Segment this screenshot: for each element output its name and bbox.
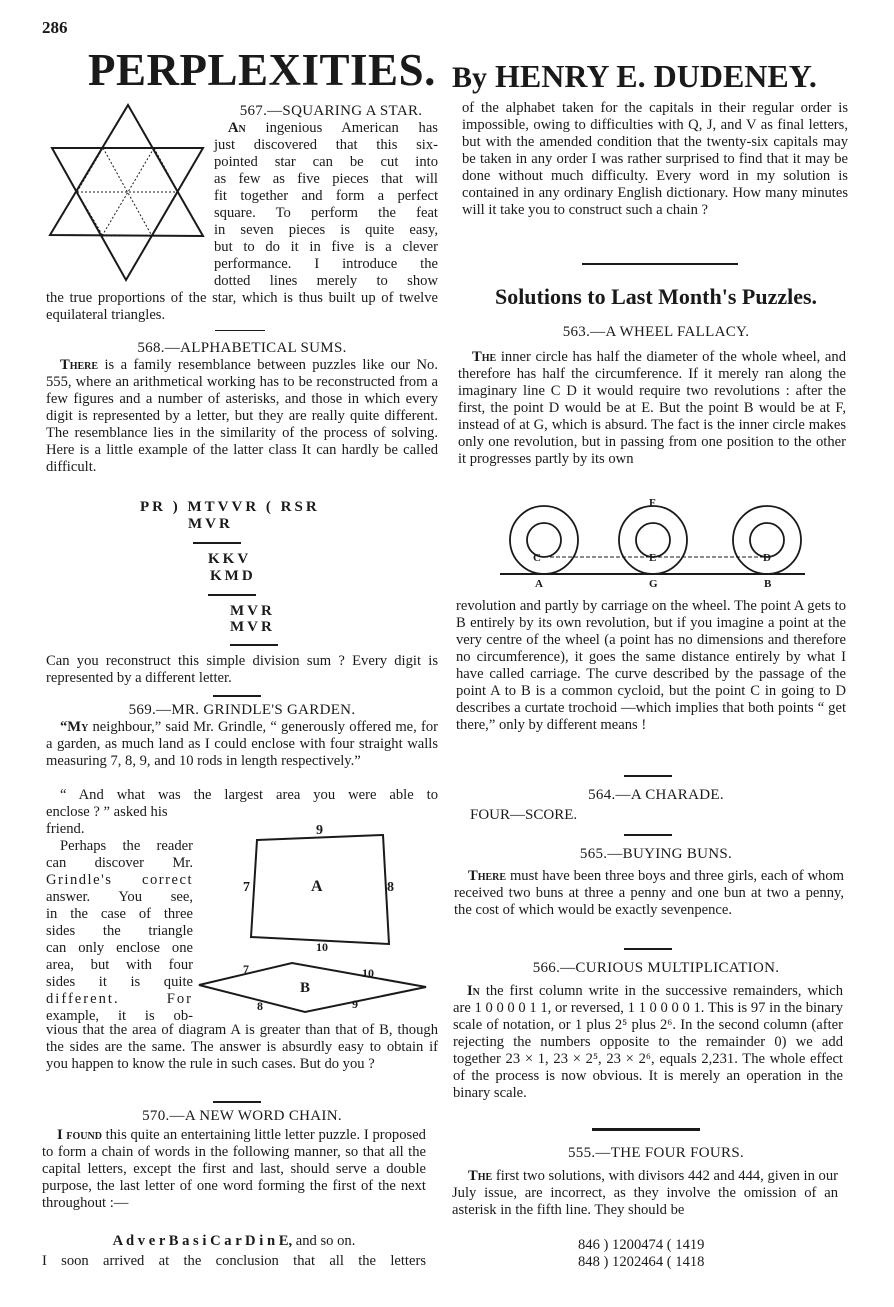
side-label: 10 — [362, 966, 374, 980]
divider — [215, 330, 265, 331]
solution-565-text: must have been three boys and three girls, each of whom received two buns at three a penny and one bun at two a penny, the cost of which would be exactly sevenpence. — [454, 868, 844, 918]
sum-rule — [230, 644, 278, 646]
solution-555-body — [452, 1168, 838, 1219]
puzzle-570-lead: I found — [57, 1127, 102, 1143]
solution-563-text1: inner circle has half the diameter of the whole wheel, and therefore has half the circumference. If it merely ran along the imaginary line C D it would require two revolutions : after the first, the point D would be at E. But the point B would be at F, instead of at G, which is absurd. The fact is the inner circle makes only one revolution, but in passing from one position to the other it progresses partly by its own — [458, 349, 846, 467]
side-label: 9 — [316, 823, 323, 838]
text-line: in the case of three — [46, 906, 193, 922]
text-line: answer. You see, — [46, 889, 193, 905]
text-line: area, but with four — [46, 957, 193, 973]
division-sum-line-6: MVR — [230, 619, 275, 635]
solution-564-heading: 564.—A CHARADE. — [588, 787, 724, 803]
division-sum-line-5: MVR — [230, 603, 275, 619]
point-label-e: E — [649, 552, 657, 564]
side-label: 9 — [352, 997, 358, 1011]
solution-566-text: the first column write in the successive remainders, which are 1 0 0 0 0 1 1, or reversed, 1 1 0 0 0 0 1. This is 97 in the binary scale of notation, or 1 plus 2⁵ plus 2⁶. In the second column (after rejecting the numbers opposite to the remainder 0) we add together 23 × 1, 23 × 2⁵, 23 × 2⁶, equals 2,231. The whole effect of the process is now obvious. It is merely an operation in the binary scale. — [453, 983, 843, 1101]
shape-label: B — [300, 980, 311, 996]
puzzle-569-para3-narrow — [46, 838, 193, 1025]
point-label-c: C — [533, 552, 541, 564]
text-line: just discovered that this six- — [214, 137, 438, 153]
text-line: example, it is ob- — [46, 1008, 193, 1024]
text-line: sides the triangle — [46, 923, 193, 939]
puzzle-568-body — [46, 357, 438, 476]
side-label: 7 — [243, 962, 249, 976]
text-line: sides it is quite — [46, 974, 193, 990]
text-line: different. For — [46, 991, 193, 1007]
puzzle-570-continued: of the alphabet taken for the capitals in their regular order is impossible, owing to difficulties with Q, J, and V as final letters, but with the amended condition that the twenty-six capitals may be taken in any order I was rather surprised to find that it may be done without much difficulty. Every word in my solution is contained in any ordinary English dictionary. How many minutes will it take you to construct such a chain ? — [462, 100, 848, 218]
puzzle-567-heading: 567.—SQUARING A STAR. — [239, 103, 423, 119]
text-line: performance. I introduce the — [214, 256, 438, 272]
divider — [624, 775, 672, 777]
side-label: 10 — [316, 940, 328, 954]
solution-563-heading: 563.—A WHEEL FALLACY. — [562, 324, 750, 340]
puzzle-570-heading: 570.—A NEW WORD CHAIN. — [142, 1108, 342, 1124]
point-label-a: A — [535, 578, 543, 590]
solution-565-lead: There — [468, 868, 507, 884]
puzzle-569-para1 — [46, 719, 438, 770]
text-line: Perhaps the reader — [60, 838, 193, 854]
section-divider — [582, 263, 738, 265]
text-line: fit together and form a perfect — [214, 188, 438, 204]
solution-563-body1 — [458, 349, 846, 468]
puzzle-569-para2: “ And what was the largest area you were able to — [60, 787, 438, 803]
sum-rule — [208, 594, 256, 596]
word-chain-example: A d v e r B a s i C a r D i n E, — [112, 1233, 293, 1249]
puzzle-568-lead: There — [60, 357, 99, 373]
puzzle-570-body2: I soon arrived at the conclusion that all the letters — [42, 1253, 426, 1269]
text-line: but to do it in five is a clever — [214, 239, 438, 255]
sum-rule — [193, 542, 241, 544]
puzzle-567-lead: An — [228, 120, 246, 136]
divider — [592, 1128, 700, 1131]
text-line: dotted lines merely to show — [214, 273, 438, 289]
text-line: friend. — [46, 821, 85, 837]
solution-555-text: first two solutions, with divisors 442 and 444, given in our July issue, are incorrect, as they involve the omission of an asterisk in the fifth line. They should be — [452, 1168, 838, 1218]
divider — [624, 834, 672, 836]
byline — [452, 58, 817, 95]
division-sum-line-1: PR ) MTVVR ( RSR — [140, 499, 320, 515]
solution-564-answer: FOUR—SCORE. — [470, 807, 578, 823]
division-sum-line-4: KMD — [210, 568, 256, 584]
solutions-title: Solutions to Last Month's Puzzles. — [494, 284, 818, 309]
division-sum-line-3: KKV — [208, 551, 252, 567]
solution-563-body2: revolution and partly by carriage on the wheel. The point A gets to B entirely by its own revolution, but if you imagine a point at the very centre of the wheel (a point has no dimensions and therefore no circumference), it goes the same distance entirely by what I have called carriage. The curve described by the passage of the point A to B is a common cycloid, but the point C in going to D describes a curtate trochoid —which implies that both points “ get there,” only by different means ! — [456, 598, 846, 733]
puzzle-569-lead: “My — [60, 719, 89, 735]
solution-566-lead: In — [467, 983, 480, 999]
puzzle-570-text: this quite an entertaining little letter puzzle. I proposed to form a chain of words in the following manner, so that all the capital letters, except the first and last, should serve a double purpose, the last letter of one word forming the first of the next throughout :— — [42, 1127, 426, 1211]
point-label-f: F — [649, 497, 656, 509]
byline-author: HENRY E. DUDENEY. — [495, 58, 817, 94]
star-diagram — [40, 100, 215, 285]
solution-566-heading: 566.—CURIOUS MULTIPLICATION. — [532, 960, 780, 976]
solution-555-heading: 555.—THE FOUR FOURS. — [567, 1145, 745, 1161]
quadrilateral-b — [199, 963, 426, 1012]
word-chain-tail: and so on. — [295, 1233, 356, 1249]
text-line: ingenious American has — [265, 120, 438, 136]
wheel-left — [510, 506, 578, 574]
page-number: 286 — [42, 18, 68, 37]
byline-by: By — [452, 61, 488, 94]
text-line: Grindle's correct — [46, 872, 193, 888]
solution-566-body — [453, 983, 843, 1102]
puzzle-568-heading: 568.—ALPHABETICAL SUMS. — [137, 340, 347, 356]
page-title: PERPLEXITIES. — [88, 45, 436, 95]
divider — [624, 948, 672, 950]
solution-565-heading: 565.—BUYING BUNS. — [579, 846, 733, 862]
puzzle-570-example — [42, 1233, 426, 1250]
divider — [213, 695, 261, 697]
text-line: pointed star can be cut into — [214, 154, 438, 170]
wheel-diagram — [495, 495, 815, 595]
solution-555-lead: The — [468, 1168, 493, 1184]
side-label: 7 — [243, 880, 250, 895]
puzzle-568-text: is a family resemblance between puzzles like our No. 555, where an arithmetical working has to be reconstructed from a few figures and a number of asterisks, and those in which every digit is represented by a letter, but they are really quite different. The resemblance lies in the similarity of the process of solving. Here is a little example of the latter class It can hardly be called difficult. — [46, 357, 438, 475]
solution-565-body — [454, 868, 844, 919]
shape-label: A — [311, 878, 323, 895]
text-line: square. To perform the feat — [214, 205, 438, 221]
point-label-g: G — [649, 578, 658, 590]
puzzle-570-body — [42, 1127, 426, 1212]
side-label: 8 — [387, 880, 394, 895]
puzzle-568-question: Can you reconstruct this simple division sum ? Every digit is represented by a different letter. — [46, 653, 438, 686]
point-label-d: D — [763, 552, 771, 564]
text-line: enclose ? ” asked his — [46, 804, 168, 820]
puzzle-567-body-narrow — [214, 120, 438, 290]
division-sum-line-2: MVR — [188, 516, 233, 532]
solution-555-lines — [578, 1237, 798, 1271]
text-line: as few as five pieces that will — [214, 171, 438, 187]
puzzle-569-para2-narrow — [46, 804, 196, 838]
text-line: can discover Mr. — [46, 855, 193, 871]
division-line: 846 ) 1200474 ( 1419 — [578, 1237, 705, 1253]
text-line: in seven pieces is quite easy, — [214, 222, 438, 238]
division-line: 848 ) 1202464 ( 1418 — [578, 1254, 705, 1270]
garden-diagram — [195, 820, 445, 1020]
puzzle-569-heading: 569.—MR. GRINDLE'S GARDEN. — [128, 702, 356, 718]
divider — [213, 1101, 261, 1103]
solution-563-lead: The — [472, 349, 497, 365]
side-label: 8 — [257, 999, 263, 1013]
puzzle-569-para3-wide: vious that the area of diagram A is greater than that of B, though the sides are the same. The answer is absurdly easy to obtain if you happen to know the rule in such cases. But do you ? — [46, 1022, 438, 1072]
puzzle-569-para1-text: neighbour,” said Mr. Grindle, “ generously offered me, for a garden, as much land as I could enclose with four straight walls measuring 7, 8, 9, and 10 rods in length respectively.” — [46, 719, 439, 769]
point-label-b: B — [764, 578, 772, 590]
text-line: can only enclose one — [46, 940, 193, 956]
puzzle-567-body-wide: the true proportions of the star, which is thus built up of twelve equilateral triangles. — [46, 290, 438, 323]
